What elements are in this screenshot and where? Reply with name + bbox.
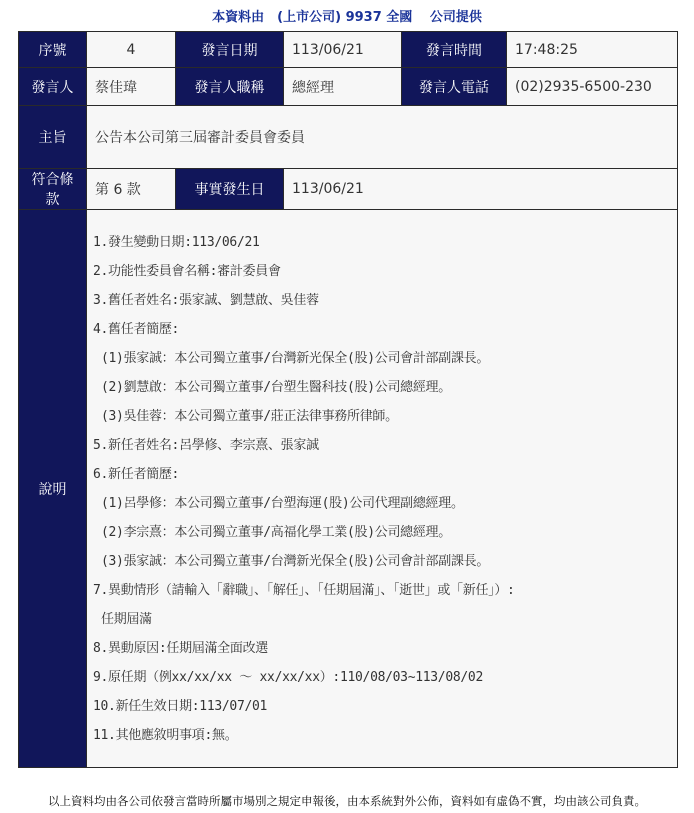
description-line: 7.異動情形（請輸入「辭職」、「解任」、「任期屆滿」、「逝世」或「新任」）:	[93, 582, 515, 598]
description-line: 11.其他應敘明事項:無。	[93, 727, 238, 743]
clause-label: 符合條款	[19, 169, 87, 210]
subject-value: 公告本公司第三屆審計委員會委員	[87, 106, 678, 169]
time-label: 發言時間	[402, 32, 507, 68]
speaker-phone-label: 發言人電話	[402, 68, 507, 106]
description-line: 3.舊任者姓名:張家誠、劉慧啟、吳佳蓉	[93, 292, 319, 308]
description-line: (1)張家誠：本公司獨立董事/台灣新光保全(股)公司會計部副課長。	[101, 350, 490, 366]
description-line: (1)呂學修：本公司獨立董事/台塑海運(股)公司代理副總經理。	[101, 495, 464, 511]
description-line: 4.舊任者簡歷:	[93, 321, 180, 337]
speaker-value: 蔡佳瑋	[87, 68, 176, 106]
date-value: 113/06/21	[284, 32, 402, 68]
seq-label: 序號	[19, 32, 87, 68]
time-value: 17:48:25	[507, 32, 678, 68]
event-date-label: 事實發生日	[176, 169, 284, 210]
speaker-title-label: 發言人職稱	[176, 68, 284, 106]
description-line: 10.新任生效日期:113/07/01	[93, 698, 268, 714]
speaker-title-value: 總經理	[284, 68, 402, 106]
description-line: 8.異動原因:任期屆滿全面改選	[93, 640, 268, 656]
event-date-value: 113/06/21	[284, 169, 678, 210]
description-line: 1.發生變動日期:113/06/21	[93, 234, 260, 250]
source-header: 本資料由 (上市公司) 9937 全國 公司提供	[212, 10, 482, 25]
description-line: (3)吳佳蓉：本公司獨立董事/莊正法律事務所律師。	[101, 408, 398, 424]
description-body	[87, 210, 678, 768]
seq-value: 4	[87, 32, 176, 68]
description-list	[93, 214, 671, 764]
speaker-phone-value: (02)2935-6500-230	[507, 68, 678, 106]
description-line: 6.新任者簡歷:	[93, 466, 180, 482]
description-line: 5.新任者姓名:呂學修、李宗熹、張家誠	[93, 437, 319, 453]
description-line: 2.功能性委員會名稱:審計委員會	[93, 263, 281, 279]
description-line: 9.原任期（例xx/xx/xx ～ xx/xx/xx）:110/08/03~113/08/02	[93, 669, 483, 685]
description-label: 說明	[19, 210, 87, 768]
announcement-table	[18, 31, 678, 768]
description-line: (2)李宗熹：本公司獨立董事/高福化學工業(股)公司總經理。	[101, 524, 451, 540]
subject-label: 主旨	[19, 106, 87, 169]
description-line: 任期屆滿	[101, 611, 152, 627]
clause-value: 第 6 款	[87, 169, 176, 210]
speaker-label: 發言人	[19, 68, 87, 106]
description-line: (3)張家誠：本公司獨立董事/台灣新光保全(股)公司會計部副課長。	[101, 553, 490, 569]
description-line: (2)劉慧啟：本公司獨立董事/台塑生醫科技(股)公司總經理。	[101, 379, 451, 395]
date-label: 發言日期	[176, 32, 284, 68]
disclaimer-footer: 以上資料均由各公司依發言當時所屬市場別之規定申報後，由本系統對外公佈，資料如有虛偽不實，均由該公司負責。	[48, 794, 646, 808]
